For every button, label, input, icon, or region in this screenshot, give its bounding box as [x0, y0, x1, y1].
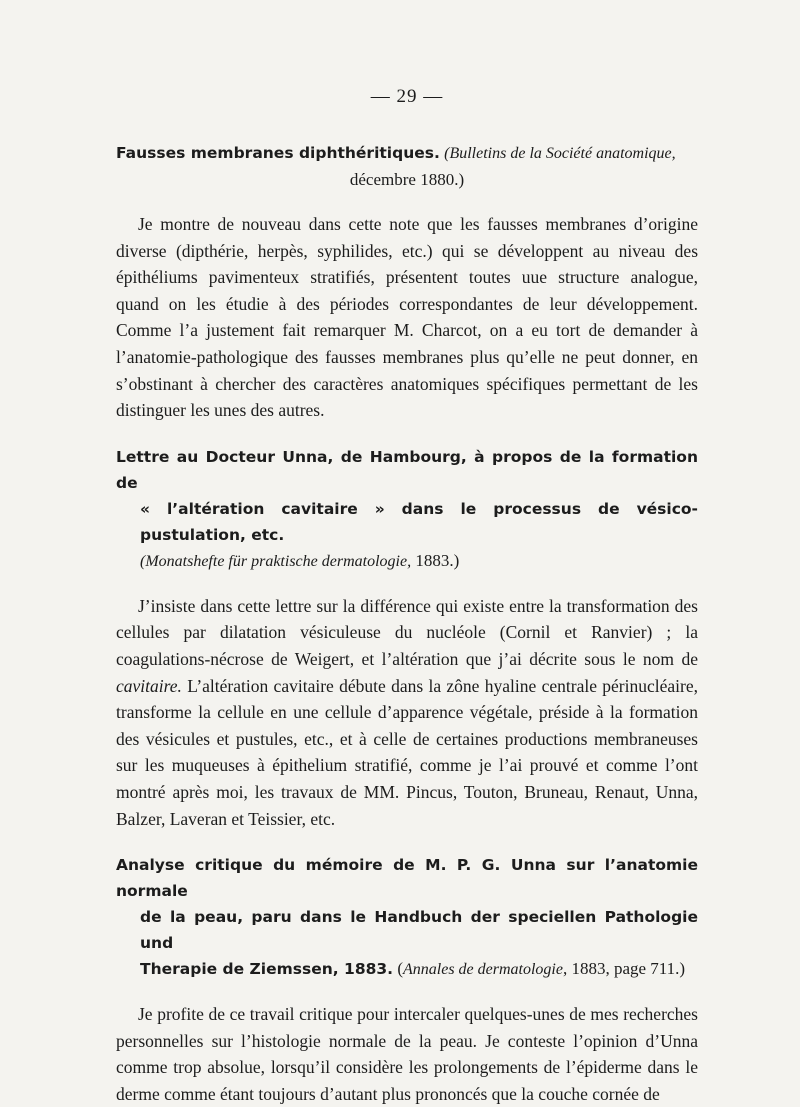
entry-title-line: Lettre au Docteur Unna, de Hambourg, à propos de la formation de [116, 447, 698, 492]
entry-body: Je montre de nouveau dans cette note que les fausses membranes d’origine diverse (dipthérie, herpès, syphilides, etc.) qui se développent au niveau des épithéliums pavimenteux stratifiés, présentent toutes uue structure analogue, quand on les étudie à des périodes correspondantes de leur développement. Comme l’a justement fait remarquer M. Charcot, on a eu tort de demander à l’anatomie-pathologique des fausses membranes plus qu’elle ne peut donner, en s’obstinant à chercher des caractères anatomiques spécifiques permettant de les distinguer les unes des autres. [116, 214, 698, 421]
entry-body-text: L’altération cavitaire débute dans la zône hyaline centrale périnucléaire, transforme la cellule en une cellule d’apparence végétale, préside à la formation des vésicules et pustules, etc., et à celle de certaines productions membraneuses sur les muqueuses à épithelium stratifié, comme je l’ai prouvé et comme l’ont montré après moi, les travaux de MM. Pincus, Touton, Bruneau, Renaut, Unna, Balzer, Laveran et Teissier, etc. [116, 675, 698, 829]
entry-body: Je profite de ce travail critique pour intercaler quelques-unes de mes recherches personnelles sur l’histologie normale de la peau. Je conteste l’opinion d’Unna comme trop absolue, lorsqu’il considère les prolongements de l’épiderme dans le derme comme étant toujours d’autant plus prononcés que la couche cornée de [116, 1004, 698, 1104]
entry-body-italic: cavitaire. [116, 675, 182, 696]
entry-body [116, 593, 698, 832]
entry-lettre-unna [116, 444, 698, 832]
entry-fausses-membranes [116, 140, 698, 424]
entry-source-punct: ( [393, 959, 403, 979]
entry-title-line: « l’altération cavitaire » dans le processus de vésico-pustulation, etc. [140, 499, 698, 544]
entry-source: (Bulletins de la Société anatomique, [444, 145, 676, 162]
entry-title-bold: Fausses membranes diphthéritiques. [116, 144, 440, 162]
entry-title-line: de la peau, paru dans le Handbuch der speciellen Pathologie und [140, 908, 698, 953]
document-page [116, 86, 698, 1107]
entry-title-line: Therapie de Ziemssen, 1883. [140, 960, 394, 979]
entry-source-punct: , 1883, page 711.) [562, 959, 686, 979]
entry-source: Annales de dermatologie [403, 961, 563, 979]
entry-title [116, 444, 698, 575]
entry-title [116, 852, 698, 983]
page-number: — 29 — [370, 86, 444, 107]
entry-year: 1883.) [411, 550, 460, 570]
entry-date: décembre 1880.) [349, 170, 465, 189]
entry-source: (Monatshefte für praktische dermatologie, [140, 552, 412, 570]
entry-title [116, 140, 698, 193]
entry-analyse-critique [116, 852, 698, 1107]
entry-title-line: Analyse critique du mémoire de M. P. G. Unna sur l’anatomie normale [116, 856, 698, 901]
entry-body-text: J’insiste dans cette lettre sur la différence qui existe entre la transformation des cellules par dilatation vésiculeuse du nucléole (Cornil et Ranvier) ; la coagulations-nécrose de Weigert, et l’altération que j’ai décrite sous le nom de [116, 595, 698, 669]
